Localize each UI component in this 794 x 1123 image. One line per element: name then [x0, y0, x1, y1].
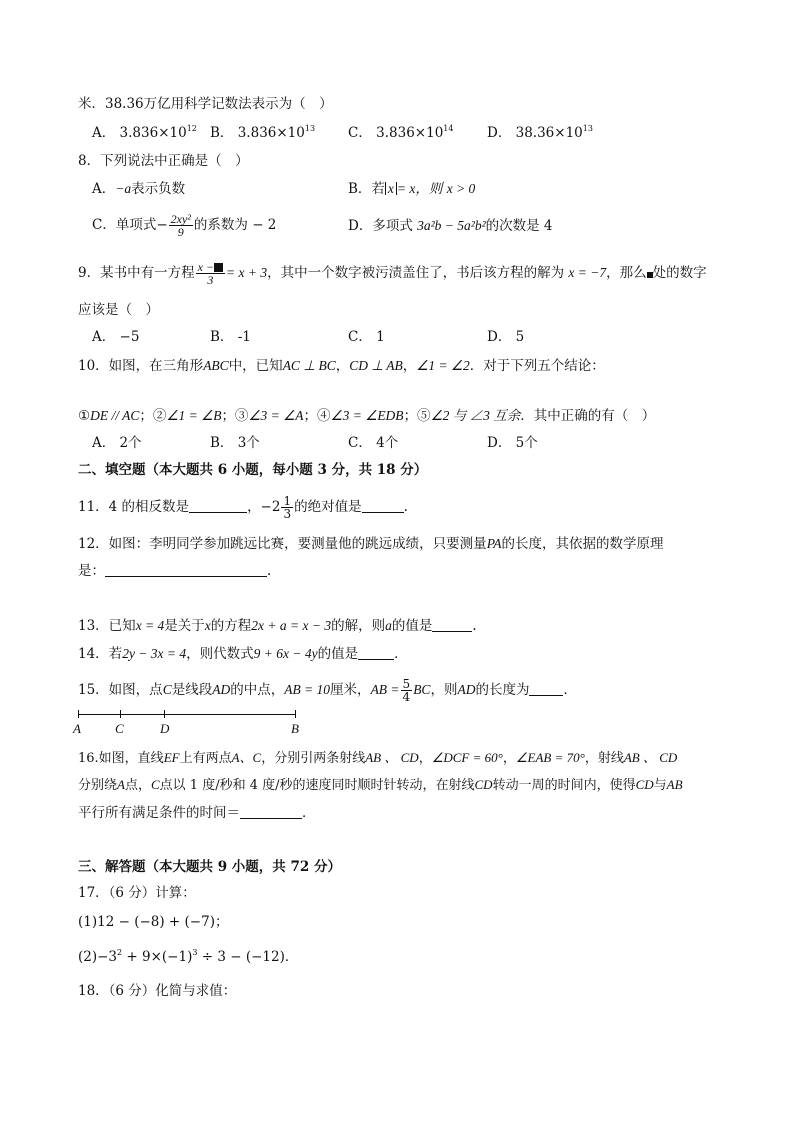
q18-stem: 18．（6 分）化简与求值：	[78, 983, 237, 999]
q12-line2: 是： .	[78, 563, 272, 579]
ink-blot-mark	[214, 263, 223, 272]
point-d-tick	[164, 710, 165, 718]
q8-option-b: B．若 x = x，则 x > 0	[348, 181, 476, 197]
answer-blank[interactable]	[358, 646, 394, 660]
q8-stem: 8．下列说法中正确是（ ）	[78, 153, 249, 169]
q7-option-c: C． $3.836\times 10^{14}$	[348, 124, 454, 141]
q10-option-d: D． 5个	[487, 435, 538, 451]
point-b-label: B	[291, 721, 299, 736]
answer-blank[interactable]	[105, 563, 267, 577]
q8-option-c: C．单项式− $\frac{\text{2xy²}}{9}$ 的系数为 − 2	[92, 212, 277, 239]
q10-stem: 10．如图，在三角形ABC中，已知AC ⊥ BC，CD ⊥ AB，∠1 = ∠2．对于下列五个结论：	[78, 358, 605, 374]
q12-line1: 12．如图：李明同学参加跳远比赛，要测量他的跳远成绩，只要测量PA的长度，其依据的数学原理	[78, 536, 664, 552]
point-d-label: D	[160, 721, 170, 736]
q9-option-b: B． -1	[210, 329, 251, 345]
segment-line	[78, 714, 296, 715]
q11: 11．4 的相反数是 ，−2 $\frac{1}{3}$ 的绝对值是 .	[78, 494, 408, 521]
section-solve-heading: 三、解答题（本大题共 9 小题，共 72 分）	[78, 859, 341, 875]
point-c-label: C	[115, 721, 124, 736]
q17-stem: 17．（6 分）计算：	[78, 885, 196, 901]
q17-part1: (1)12 − (−8) + (−7)；	[78, 914, 229, 930]
point-b-tick	[295, 710, 296, 718]
q17-part2: $(2)-3^2 + 9\times(-1)^3 \div 3 - (-12)$．	[78, 948, 299, 965]
answer-blank[interactable]	[529, 682, 563, 696]
answer-blank[interactable]	[432, 618, 472, 632]
q10-conclusions: ①DE // AC；②∠1 = ∠B；③∠3 = ∠A；④∠3 = ∠EDB；⑤∠2 与 ∠3 互余．其中正确的有（ ）	[78, 408, 656, 424]
q15-segment-figure	[78, 710, 296, 724]
answer-blank[interactable]	[240, 805, 302, 819]
answer-blank[interactable]	[189, 499, 247, 513]
q7-stem: 米．38.36万亿用科学记数法表示为（ ）	[78, 96, 333, 112]
q9-option-c: C． 1	[348, 329, 385, 345]
q10-option-c: C． 4个	[348, 435, 399, 451]
point-c-tick	[120, 710, 121, 718]
q9-line2: 应该是（ ）	[78, 302, 159, 318]
answer-blank[interactable]	[362, 499, 404, 513]
point-a-tick	[78, 710, 79, 718]
q13: 13．已知x = 4是关于x的方程2x + a = x − 3的解，则a的值是 .	[78, 618, 477, 634]
q8-option-a: A．−a表示负数	[92, 181, 186, 197]
q7-option-b: B． $3.836\times 10^{13}$	[210, 124, 316, 141]
q16-line2: 分别绕A点，C点以 1 度/秒和 4 度/秒的速度同时顺时针转动，在射线CD转动一周的时间内，使得CD与AB	[78, 777, 683, 793]
q15: 15．如图，点C是线段AD的中点，AB = 10厘米，AB = $\frac{5}{4}$ BC，则AD的长度为 ．	[78, 677, 577, 704]
q16-line1: 16.如图，直线EF上有两点A、C，分别引两条射线AB 、 CD，∠DCF = 60°，∠EAB = 70°，射线AB 、 CD	[78, 750, 678, 766]
q8-option-d: D．多项式 3a²b − 5a²b²的次数是 4	[348, 218, 553, 234]
point-a-label: A	[73, 721, 81, 736]
q9-option-a: A． −5	[92, 329, 140, 345]
q10-option-a: A． 2个	[92, 435, 142, 451]
q7-option-a: A． $3.836\times 10^{12}$	[92, 124, 197, 141]
q7-option-d: D． $38.36\times 10^{13}$	[487, 124, 593, 141]
q9-stem: 9．某书中有一方程 $\frac{x -}{3}$ = x + 3，其中一个数字被污渍盖住了，书后该方程的解为 x = −7，那么 处的数字	[78, 260, 707, 287]
q16-line3: 平行所有满足条件的时间＝ ．	[78, 805, 316, 821]
q9-option-d: D． 5	[487, 329, 525, 345]
section-fill-in-heading: 二、填空题（本大题共 6 小题，每小题 3 分，共 18 分）	[78, 462, 428, 478]
q10-option-b: B． 3个	[210, 435, 260, 451]
q14: 14．若2y − 3x = 4，则代数式9 + 6x − 4y的值是 ．	[78, 646, 408, 662]
